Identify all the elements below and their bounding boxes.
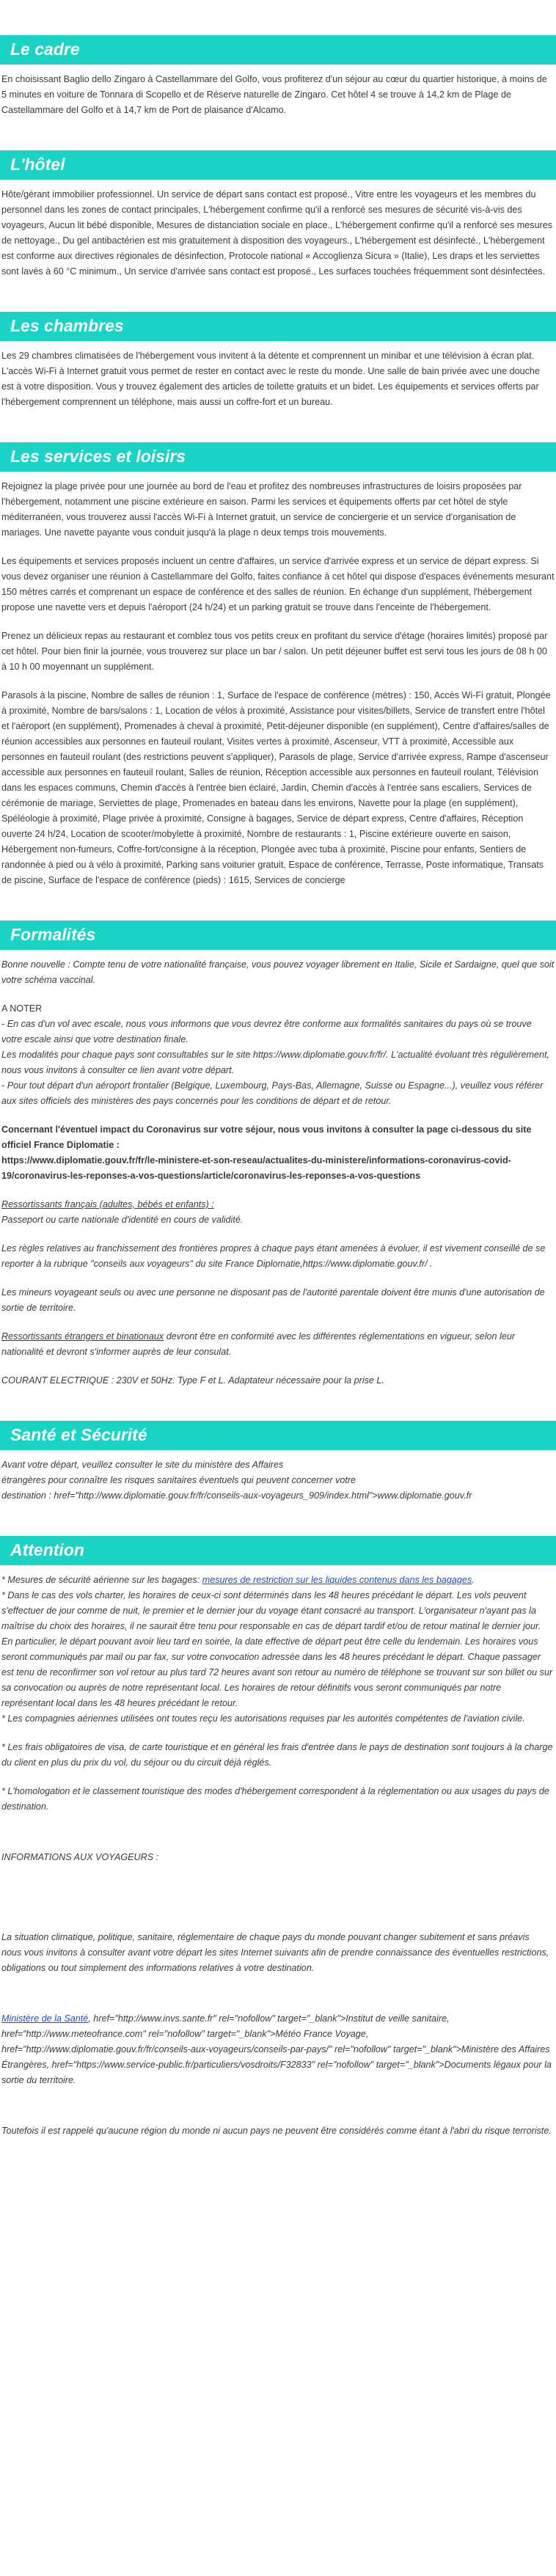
section-hotel — [0, 150, 556, 279]
french-nationals-title: Ressortissants français (adultes, bébés et enfants) : — [1, 1199, 214, 1210]
airlines-text: * Les compagnies aériennes utilisées ont toutes reçu les autorisations requises par les autorités compétentes de l'aviation civile. — [1, 1713, 525, 1724]
note-line-3: - Pour tout départ d'un aéroport frontalier (Belgique, Luxembourg, Pays-Bas, Allemagne, Suisse ou Espagne...), veuillez vous référer aux sites officiels des ministères des pays concernés pour les conditions de départ et de retour. — [1, 1080, 544, 1106]
coronavirus-url[interactable]: https://www.diplomatie.gouv.fr/fr/le-ministere-et-son-reseau/actualites-du-ministere/informations-coronavirus-covid-19/coronavirus-les-reponses-a-vos-questions/article/coronavirus-les-reponses-a-vos-questions — [1, 1155, 511, 1181]
foreign-nationals-body: devront être en conformité avec les différentes réglementations en vigueur, selon leur nationalité et devront s'informer auprès de leur consulat. — [1, 1331, 516, 1357]
spacer — [0, 1828, 556, 1850]
terrorism-notice: Toutefois il est rappelé qu'aucune région du monde ni aucun pays ne peuvent être considérés comme étant à l'abri du risque terroriste. — [1, 2126, 552, 2136]
accommodation-rating-text: * L'homologation et le classement touristique des modes d'hébergement correspondent à la réglementation ou aux usages du pays de destination. — [1, 1786, 549, 1812]
coronavirus-notice: Concernant l'éventuel impact du Coronavirus sur votre séjour, nous vous invitons à consulter la page ci-dessous du site officiel France Diplomatie : — [1, 1124, 532, 1150]
visa-fees-text: * Les frais obligatoires de visa, de carte touristique et en général les frais d'entrée dans le pays de destination sont toujours à la charge du client en plus du prix du vol, du séjour ou du circuit déjà réglés. — [1, 1742, 553, 1768]
chambres-text: Les 29 chambres climatisées de l'hébergement vous invitent à la détente et comprennent un minibar et une télévision à écran plat. L'accès Wi-Fi à Internet gratuit vous permet de rester en contact avec le reste du monde. Une salle de bain privée avec une douche est à votre disposition. Vous y trouvez également des articles de toilette gratuits et un bidet. Les équipements et services offerts par l'hébergement comprennent un téléphone, mais aussi un coffre-fort et un bureau. — [1, 351, 540, 407]
foreign-nationals-title: Ressortissants étrangers et binationaux — [1, 1331, 164, 1342]
cadre-text: En choisissant Baglio dello Zingaro à Castellammare del Golfo, vous profiterez d'un séjour au cœur du quartier historique, à moins de 5 minutes en voiture de Tonnara di Scopello et de Réserve naturelle de Zingaro. Cet hôtel 4 se trouve à 14,2 km de Plage de Castellammare del Golfo et à 14,7 km de Port de plaisance d'Alcamo. — [1, 74, 547, 115]
useful-links-rest: , href="http://www.invs.sante.fr" rel="nofollow" target="_blank">Institut de veille sanitaire, href="http://www.meteofrance.com" rel="nofollow" target="_blank">Météo France Voyage, href="http://www.diplomatie.gouv.fr/fr/conseils-aux-voyageurs/conseils-par-pays/" rel="nofollow" target="_blank">Ministère des Affaires Étrangères, href="https://www.service-public.fr/particuliers/vosdroits/F32833" rel="nofollow" target="_blank">Documents légaux pour la sortie du territoire. — [1, 2013, 552, 2085]
services-paragraph-1: Rejoignez la plage privée pour une journée au bord de l'eau et profitez des nombreuses infrastructures de loisirs proposées par l'hébergement, notamment une piscine extérieure en saison. Parmi les services et équipements offerts par cet hôtel de style méditerranéen, vous trouverez aussi l'accès Wi-Fi à Internet gratuit, un service de conciergerie et un service d'organisation de mariages. Une navette payante vous conduit jusqu'à la plage n deux temps trois mouvements. — [1, 481, 522, 538]
situation-line-1: La situation climatique, politique, sanitaire, réglementaire de chaque pays du monde pouvant changer subitement et sans préavis — [1, 1932, 530, 1942]
section-title-attention: Attention — [0, 1536, 556, 1565]
charter-flights-text: * Dans le cas des vols charter, les horaires de ceux-ci sont déterminés dans les 48 heures précédant le départ. Les vols peuvent s'effectuer de jour comme de nuit, le premier et le dernier jour du voyage étant consacré au transport. L'organisateur n'ayant pas la maîtrise du choix des horaires, il ne saurait être tenu pour responsable en cas de départ tardif et/ou de retour matinal le dernier jour. En particulier, le départ pouvant avoir lieu tard en soirée, la date effective de départ peut être celle du lendemain. Les horaires vous seront communiqués par mail ou par fax, sur votre convocation adressée dans les 48 heures précédant le départ. Chaque passager est tenu de reconfirmer son vol retour au plus tard 72 heures avant son retour au numéro de téléphone se trouvant sur son billet ou sur sa convocation ou auprès de notre représentant local. Les horaires de retour définitifs vous seront communiqués par notre représentant local dans les 48 heures précédant le retour. — [1, 1590, 553, 1708]
security-measures-suffix: . — [472, 1575, 475, 1585]
border-rules-text: Les règles relatives au franchissement des frontières propres à chaque pays étant amenées à évoluer, il est vivement conseillé de se reporter à la rubrique "conseils aux voyageurs" du site France Diplomatie,https://www.diplomatie.gouv.fr/ . — [1, 1243, 546, 1269]
formalites-intro: Bonne nouvelle : Compte tenu de votre nationalité française, vous pouvez voyager librement en Italie, Sicile et Sardaigne, quel que soit votre schéma vaccinal. — [1, 959, 555, 985]
note-title: A NOTER — [1, 1003, 43, 1014]
section-title-services: Les services et loisirs — [0, 442, 556, 472]
hotel-text: Hôte/gérant immobilier professionnel. Un service de départ sans contact est proposé., Vitre entre les voyageurs et les membres du personnel dans les zones de contact principales, L'hébergement confirme qu'il a renforcé ses mesures de sécurité vis-à-vis des voyageurs, Aucun lit bébé disponible, Mesures de distanciation sociale en place., L'hébergement confirme qu'il a renforcé ses mesures de nettoyage., Du gel antibactérien est mis gratuitement à disposition des voyageurs., L'hébergement est désinfecté., L'hébergement est conforme aux directives régionales de désinfection, Protocole national « Accoglienza Sicura » (Italie), Les draps et les serviettes sont lavés à 60 °C minimum., Un service d'arrivée sans contact est proposé., Les surfaces touchées fréquemment sont désinfectées. — [1, 189, 553, 277]
services-amenities-list: Parasols à la piscine, Nombre de salles de réunion : 1, Surface de l'espace de conférence (mètres) : 150, Accès Wi-Fi gratuit, Plongée à proximité, Nombre de bars/salons : 1, Location de vélos à proximité, Assistance pour visites/billets, Service de transfert entre l'hôtel et l'aéroport (en supplément), Promenades à cheval à proximité, Petit-déjeuner disponible (en supplément), Centre d'affaires/salles de réunion accessibles aux personnes en fauteuil roulant, Visites vertes à proximité, Ascenseur, VTT à proximité, Accessible aux personnes en fauteuil roulant (des restrictions peuvent s'appliquer), Parasols de plage, Service d'arrivée express, Rampe d'ascenseur accessible aux personnes en fauteuil roulant, Salles de réunion, Réception accessible aux personnes en fauteuil roulant, Télévision dans les espaces communs, Chemin d'accès à l'entrée bien éclairé, Jardin, Chemin d'accès à l'entrée sans escaliers, Services de cérémonie de mariage, Serviettes de plage, Promenades en bateau dans les environs, Navette pour la plage (en supplément), Spéléologie à proximité, Plage privée à proximité, Consigne à bagages, Service de départ express, Centre d'affaires, Réception ouverte 24 h/24, Location de scooter/mobylette à proximité, Nombre de restaurants : 1, Piscine extérieure ouverte en saison, Hébergement non-fumeurs, Coffre-fort/consigne à la réception, Plongée avec tuba à proximité, Piscine pour enfants, Sentiers de randonnée à pied ou à vélo à proximité, Parking sans voiturier gratuit, Espace de conférence, Terrasse, Poste informatique, Transats de piscine, Surface de l'espace de conférence (pieds) : 1615, Services de concierge — [1, 690, 551, 885]
liquid-restriction-link[interactable]: mesures de restriction sur les liquides contenus dans les bagages — [202, 1575, 472, 1585]
sante-line-1: Avant votre départ, veuillez consulter le site du ministère des Affaires — [1, 1460, 284, 1470]
section-attention — [0, 1536, 556, 2139]
useful-links-text — [0, 2011, 556, 2088]
services-paragraph-2: Les équipements et services proposés incluent un centre d'affaires, un service d'arrivée express et un service de départ express. Si vous devez organiser une réunion à Castellammare del Golfo, faites confiance à cet hôtel qui dispose d'espaces événements mesurant 150 mètres carrés et comprenant un espace de conférence et des salles de réunion. En échange d'un supplément, l'hébergement propose une navette vers et depuis l'aéroport (24 h/24) et un parking gratuit se trouve dans l'enceinte de l'hébergement. — [1, 556, 555, 612]
section-title-hotel: L'hôtel — [0, 150, 556, 180]
section-title-chambres: Les chambres — [0, 312, 556, 341]
section-title-cadre: Le cadre — [0, 35, 556, 65]
french-nationals-text: Passeport ou carte nationale d'identité en cours de validité. — [1, 1215, 244, 1225]
section-title-formalites: Formalités — [0, 921, 556, 950]
section-formalites — [0, 921, 556, 1388]
section-cadre — [0, 35, 556, 118]
spacer — [0, 2101, 556, 2123]
section-services — [0, 442, 556, 888]
ministry-health-link[interactable]: Ministère de la Santé — [1, 2013, 89, 2024]
security-measures-prefix: * Mesures de sécurité aérienne sur les bagages: — [1, 1575, 202, 1585]
sante-line-2: étrangères pour connaître les risques sanitaires éventuels qui peuvent concerner votre — [1, 1475, 356, 1485]
section-title-sante: Santé et Sécurité — [0, 1421, 556, 1450]
minors-text: Les mineurs voyageant seuls ou avec une personne ne disposant pas de l'autorité parentale doivent être munis d'une autorisation de sortie de territoire. — [1, 1287, 545, 1313]
section-sante — [0, 1421, 556, 1504]
situation-line-2: nous vous invitons à consulter avant votre départ les sites Internet suivants afin de prendre connaissance des éventuelles restrictions, obligations ou tout simplement des informations relatives à votre destination. — [1, 1947, 549, 1973]
note-line-1: - En cas d'un vol avec escale, nous vous informons que vous devrez être conforme aux formalités sanitaires du pays où se trouve votre escale ainsi que votre destination finale. — [1, 1019, 532, 1044]
spacer — [0, 1989, 556, 2011]
security-measures-line — [0, 1573, 556, 1588]
spacer — [0, 1878, 556, 1930]
info-travellers-title: INFORMATIONS AUX VOYAGEURS : — [1, 1852, 159, 1862]
note-line-2: Les modalités pour chaque pays sont consultables sur le site https://www.diplomatie.gouv.fr/fr/. L'actualité évoluant très régulièrement, nous vous invitons à consulter ce lien avant votre départ. — [1, 1050, 549, 1075]
section-chambres — [0, 312, 556, 410]
foreign-nationals-text — [0, 1329, 556, 1360]
electric-current-text: COURANT ELECTRIQUE : 230V et 50Hz. Type F et L. Adaptateur nécessaire pour la prise L. — [1, 1375, 384, 1386]
services-paragraph-3: Prenez un délicieux repas au restaurant et comblez tous vos petits creux en profitant du service d'étage (horaires limités) proposé par cet hôtel. Pour bien finir la journée, vous trouverez sur place un bar / salon. Un petit déjeuner buffet est servi tous les jours de 08 h 00 à 10 h 00 moyennant un supplément. — [1, 631, 548, 672]
sante-line-3: destination : href="http://www.diplomatie.gouv.fr/fr/conseils-aux-voyageurs_909/index.html">www.diplomatie.gouv.fr — [1, 1490, 472, 1501]
